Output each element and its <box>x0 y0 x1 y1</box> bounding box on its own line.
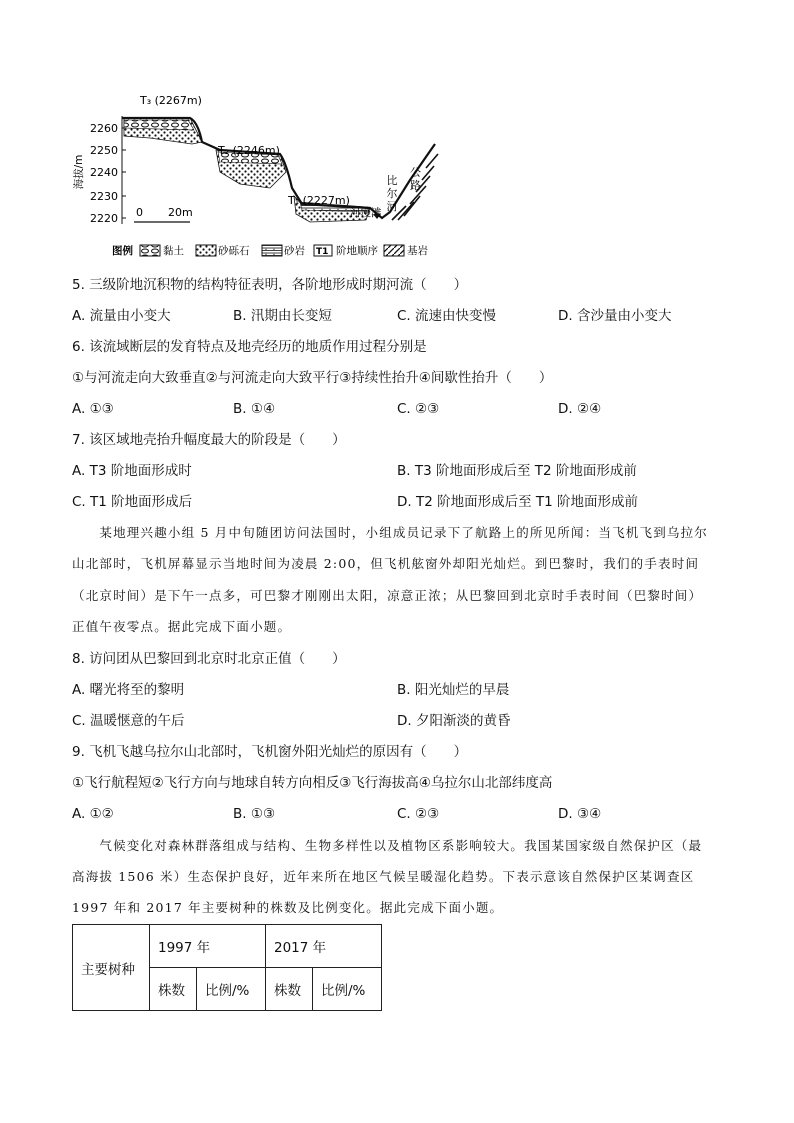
q6-option-a[interactable]: A. ①③ <box>72 401 114 417</box>
legend-title: 图例 <box>112 245 133 257</box>
terrace-profile-figure <box>70 92 450 262</box>
passage-1-line: 正值午夜零点。据此完成下面小题。 <box>72 619 292 634</box>
q9-option-b[interactable]: B. ①③ <box>233 806 276 822</box>
q8-stem: 8. 访问团从巴黎回到北京时北京正值（ ） <box>72 651 346 667</box>
q5-option-a[interactable]: A. 流量由小变大 <box>72 308 171 324</box>
legend-sandstone: 砂岩 <box>284 245 305 257</box>
q8-option-a[interactable]: A. 曙光将至的黎明 <box>72 682 185 698</box>
q7-option-b[interactable]: B. T3 阶地面形成后至 T2 阶地面形成前 <box>397 463 637 479</box>
q7-option-d[interactable]: D. T2 阶地面形成后至 T1 阶地面形成前 <box>397 494 639 510</box>
y-tick-label: 2250 <box>90 144 118 157</box>
q9-statements: ①飞行航程短②飞行方向与地球自转方向相反③飞行海拔高④乌拉尔山北部纬度高 <box>72 775 553 791</box>
table-header-ratio-1997: 比例/% <box>197 968 266 1011</box>
q5-option-c[interactable]: C. 流速由快变慢 <box>397 308 497 324</box>
q8-option-b[interactable]: B. 阳光灿烂的早晨 <box>397 682 510 698</box>
y-tick-label: 2230 <box>90 190 118 203</box>
terrace-profile-svg <box>70 92 450 262</box>
y-tick-label: 2260 <box>90 122 118 135</box>
q7-stem: 7. 该区域地壳抬升幅度最大的阶段是（ ） <box>72 432 346 448</box>
passage-2-line: 气候变化对森林群落组成与结构、生物多样性以及植物区系影响较大。我国某国家级自然保护区（最 <box>72 838 703 853</box>
table-header-count-2017: 株数 <box>266 968 313 1011</box>
y-ticks <box>122 128 126 218</box>
table-header-2017: 2017 年 <box>266 925 382 968</box>
q9-stem: 9. 飞机飞越乌拉尔山北部时，飞机窗外阳光灿烂的原因有（ ） <box>72 744 468 760</box>
legend-gravel: 砂砾石 <box>218 245 250 257</box>
label-road: 公路 <box>410 166 421 192</box>
label-t3: T₃ (2267m) <box>140 94 202 107</box>
table-header-1997: 1997 年 <box>150 925 266 968</box>
legend-terrace-code: T1 <box>316 247 329 257</box>
q7-option-a[interactable]: A. T3 阶地面形成时 <box>72 463 192 479</box>
q6-option-d[interactable]: D. ②④ <box>558 401 602 417</box>
q8-option-c[interactable]: C. 温暖惬意的午后 <box>72 713 185 729</box>
legend-clay-swatch <box>140 245 160 256</box>
q6-statements: ①与河流走向大致垂直②与河流走向大致平行③持续性抬升④间歇性抬升（ ） <box>72 370 553 386</box>
passage-2-line: 高海拔 1506 米）生态保护良好，近年来所在地区气候呈暖湿化趋势。下表示意该自然保护区某调查区 <box>72 869 695 884</box>
q9-option-c[interactable]: C. ②③ <box>397 806 440 822</box>
label-river: 比尔河 <box>386 174 398 213</box>
passage-1-line: 山北部时，飞机屏幕显示当地时间为凌晨 2:00，但飞机舷窗外却阳光灿烂。到巴黎时，我们的手表时间 <box>72 556 700 571</box>
label-t2: T₂ (2246m) <box>218 144 280 157</box>
y-tick-label: 2240 <box>90 166 118 179</box>
table-header-row <box>73 925 382 968</box>
q9-option-d[interactable]: D. ③④ <box>558 806 602 822</box>
label-t1: T₁ (2227m) <box>288 194 350 207</box>
tree-species-table <box>72 924 382 1011</box>
q5-option-d[interactable]: D. 含沙量由小变大 <box>558 308 672 324</box>
q6-option-b[interactable]: B. ①④ <box>233 401 276 417</box>
scale-length: 20m <box>168 206 193 219</box>
legend-gravel-swatch <box>196 245 216 256</box>
passage-1-line: 某地理兴趣小组 5 月中旬随团访问法国时，小组成员记录下了航路上的所见所闻：当飞机飞到乌拉尔 <box>72 525 709 540</box>
y-tick-label: 2220 <box>90 212 118 225</box>
q7-option-c[interactable]: C. T1 阶地面形成后 <box>72 494 193 510</box>
q5-stem: 5. 三级阶地沉积物的结构特征表明，各阶地形成时期河流（ ） <box>72 277 468 293</box>
y-axis-label: 海拔/m <box>73 154 85 190</box>
q6-stem: 6. 该流域断层的发育特点及地壳经历的地质作用过程分别是 <box>72 339 427 355</box>
q8-option-d[interactable]: D. 夕阳渐淡的黄昏 <box>397 713 511 729</box>
table-header-species: 主要树种 <box>73 925 150 1011</box>
legend-sandstone-swatch <box>262 245 282 256</box>
legend-terrace: 阶地顺序 <box>336 245 378 257</box>
q5-option-b[interactable]: B. 汛期由长变短 <box>233 308 332 324</box>
q9-option-a[interactable]: A. ①② <box>72 806 114 822</box>
legend-bedrock: 基岩 <box>407 245 428 257</box>
table-header-count-1997: 株数 <box>150 968 197 1011</box>
scale-zero: 0 <box>136 206 143 219</box>
table-header-ratio-2017: 比例/% <box>313 968 382 1011</box>
passage-1-line: （北京时间）是下午一点多，可巴黎才刚刚出太阳，凉意正浓；从巴黎回到北京时手表时间（巴黎时间） <box>72 588 703 603</box>
t3-clay <box>124 120 194 130</box>
legend-clay: 黏土 <box>163 245 184 257</box>
legend-bedrock-swatch <box>384 245 404 256</box>
passage-2-line: 1997 年和 2017 年主要树种的株数及比例变化。据此完成下面小题。 <box>72 900 504 915</box>
label-floodplain: 河漫滩 <box>350 207 382 219</box>
q6-option-c[interactable]: C. ②③ <box>397 401 440 417</box>
